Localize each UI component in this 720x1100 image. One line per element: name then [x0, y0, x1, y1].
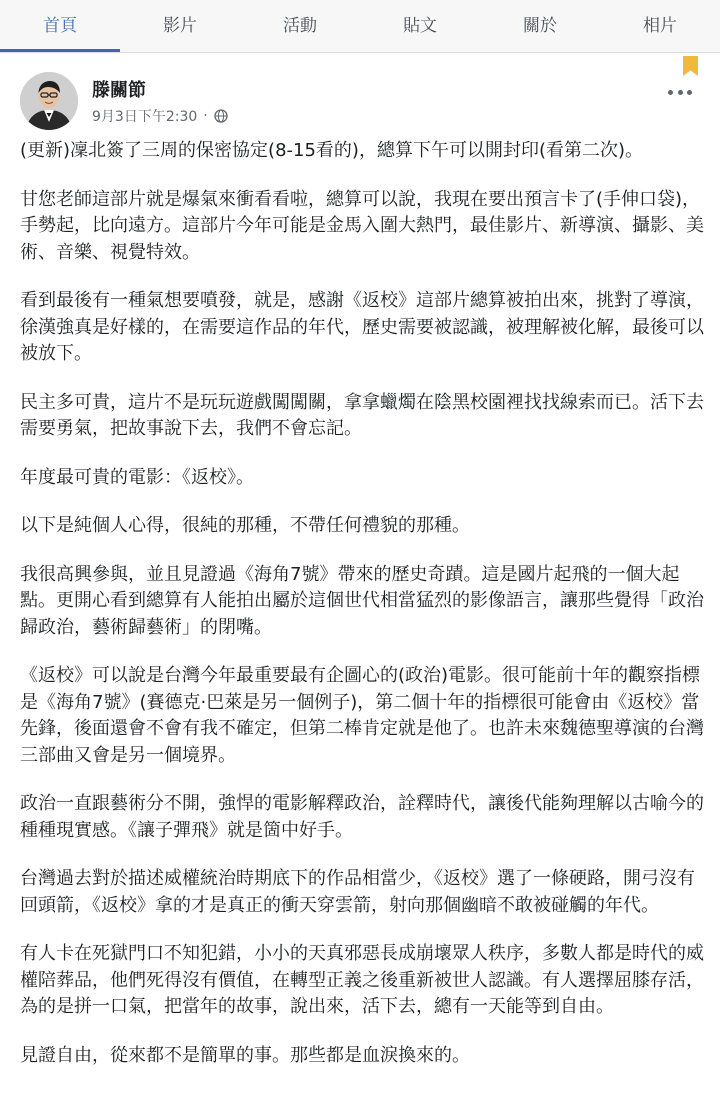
post-timestamp[interactable]: 9月3日下午2:30 — [92, 109, 198, 125]
tab-about[interactable]: 關於 — [523, 16, 557, 36]
avatar[interactable] — [20, 72, 78, 130]
tab-events[interactable]: 活動 — [283, 16, 317, 36]
meta-separator: · — [203, 108, 208, 124]
tab-posts[interactable]: 貼文 — [403, 16, 437, 36]
tab-photos[interactable]: 相片 — [643, 16, 677, 36]
more-dot — [678, 90, 683, 95]
post-paragraph: 年度最可貴的電影：《返校》。 — [20, 466, 254, 488]
post-paragraph: 見證自由，從來都不是簡單的事。那些都是血淚換來的。 — [20, 1044, 470, 1066]
post-paragraph: 民主多可貴，這片不是玩玩遊戲闖闖關，拿拿蠟燭在陰黑校園裡找找線索而已。活下去需要勇氣，把故事說下去，我們不會忘記。 — [20, 391, 704, 439]
post-body — [20, 138, 704, 1091]
more-dot — [668, 90, 673, 95]
more-dot — [687, 90, 692, 95]
post-paragraph: 有人卡在死獄門口不知犯錯，小小的天真邪惡長成崩壞眾人秩序，多數人都是時代的威權陪葬品，他們死得沒有價值，在轉型正義之後重新被世人認識。有人選擇屈膝存活，為的是拼一口氣，把當年的故事，說出來，活下去，總有一天能等到自由。 — [20, 943, 704, 1017]
post-paragraph: 甘您老師這部片就是爆氣來衝看看啦，總算可以說，我現在要出預言卡了(手伸口袋)，手勢起，比向遠方。這部片今年可能是金馬入圍大熱門，最佳影片、新導演、攝影、美術、音樂、視覺特效。 — [20, 188, 704, 263]
post-paragraph: 《返校》可以說是台灣今年最重要最有企圖心的(政治)電影。很可能前十年的觀察指標是《海角7號》(賽德克·巴萊是另一個例子)，第二個十年的指標很可能會由《返校》當先鋒，後面還會不會有我不確定，但第二棒肯定就是他了。也許未來魏德聖導演的台灣三部曲又會是另一個境界。 — [20, 665, 704, 766]
author-name[interactable]: 滕關節 — [92, 80, 146, 101]
post-meta — [92, 106, 228, 126]
post-paragraph: 以下是純個人心得，很純的那種，不帶任何禮貌的那種。 — [20, 515, 470, 536]
page-tab-bar — [0, 0, 720, 53]
more-options-icon[interactable] — [668, 88, 692, 96]
avatar-image — [20, 72, 78, 130]
post-paragraph: 我很高興參與，並且見證過《海角7號》帶來的歷史奇蹟。這是國片起飛的一個大起點。更開心看到總算有人能拍出屬於這個世代相當猛烈的影像語言，讓那些覺得「政治歸政治，藝術歸藝術」的閉嘴。 — [20, 563, 704, 638]
bookmark-icon[interactable] — [683, 56, 698, 76]
post-paragraph: 政治一直跟藝術分不開，強悍的電影解釋政治，詮釋時代，讓後代能夠理解以古喻今的種種現實感。《讓子彈飛》就是箇中好手。 — [20, 793, 704, 841]
post-paragraph: 看到最後有一種氣想要噴發，就是，感謝《返校》這部片總算被拍出來，挑對了導演，徐漢強真是好樣的，在需要這作品的年代，歷史需要被認識，被理解被化解，最後可以被放下。 — [20, 290, 704, 364]
post-paragraph: (更新)凜北簽了三周的保密協定(8-15看的)，總算下午可以開封印(看第二次)。 — [20, 140, 643, 161]
globe-icon — [214, 109, 228, 123]
tab-home[interactable]: 首頁 — [0, 0, 120, 52]
post-paragraph: 台灣過去對於描述威權統治時期底下的作品相當少，《返校》選了一條硬路，開弓沒有回頭箭，《返校》拿的才是真正的衝天穿雲箭，射向那個幽暗不敢被碰觸的年代。 — [20, 868, 695, 916]
tab-videos[interactable]: 影片 — [163, 16, 197, 36]
